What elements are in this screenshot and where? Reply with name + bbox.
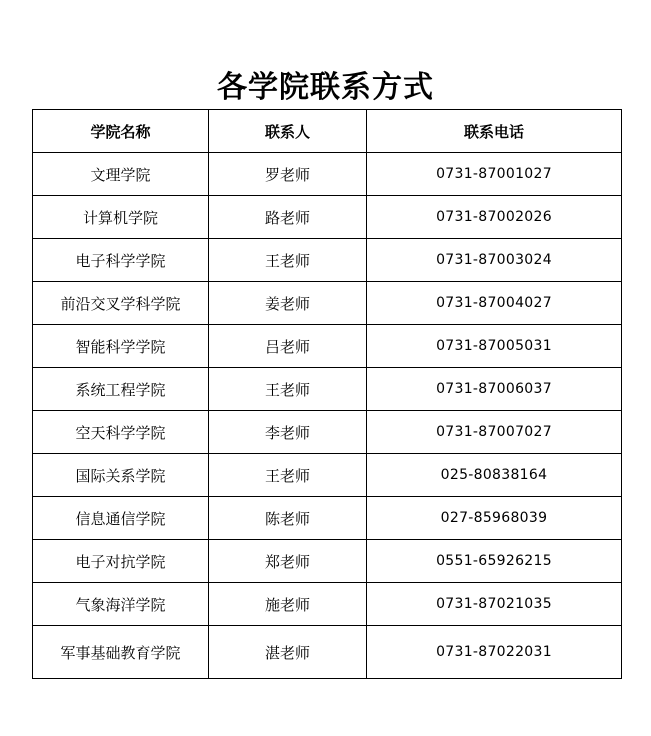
table-row xyxy=(33,153,622,196)
contact-person-cell: 吕老师 xyxy=(209,325,367,368)
college-name-cell: 电子对抗学院 xyxy=(33,540,209,583)
college-name-cell: 系统工程学院 xyxy=(33,368,209,411)
contact-phone-cell: 0731-87002026 xyxy=(367,196,622,239)
contact-phone-cell: 027-85968039 xyxy=(367,497,622,540)
table-row xyxy=(33,626,622,679)
contact-phone-cell: 0731-87007027 xyxy=(367,411,622,454)
contact-phone-cell: 0731-87001027 xyxy=(367,153,622,196)
contact-person-cell: 湛老师 xyxy=(209,626,367,679)
contact-person-cell: 郑老师 xyxy=(209,540,367,583)
contact-person-cell: 陈老师 xyxy=(209,497,367,540)
table-row xyxy=(33,196,622,239)
contact-phone-cell: 0731-87022031 xyxy=(367,626,622,679)
table-row xyxy=(33,282,622,325)
header-college-name: 学院名称 xyxy=(33,110,209,153)
table-row xyxy=(33,325,622,368)
contact-phone-cell: 0731-87003024 xyxy=(367,239,622,282)
college-name-cell: 文理学院 xyxy=(33,153,209,196)
college-name-cell: 国际关系学院 xyxy=(33,454,209,497)
college-name-cell: 前沿交叉学科学院 xyxy=(33,282,209,325)
contact-phone-cell: 025-80838164 xyxy=(367,454,622,497)
contact-phone-cell: 0731-87005031 xyxy=(367,325,622,368)
college-name-cell: 气象海洋学院 xyxy=(33,583,209,626)
table-row xyxy=(33,583,622,626)
contact-person-cell: 路老师 xyxy=(209,196,367,239)
contact-person-cell: 姜老师 xyxy=(209,282,367,325)
contact-phone-cell: 0731-87006037 xyxy=(367,368,622,411)
header-contact-person: 联系人 xyxy=(209,110,367,153)
table-row xyxy=(33,497,622,540)
header-contact-phone: 联系电话 xyxy=(367,110,622,153)
contact-person-cell: 王老师 xyxy=(209,368,367,411)
contacts-table xyxy=(32,109,622,679)
college-name-cell: 计算机学院 xyxy=(33,196,209,239)
contact-phone-cell: 0551-65926215 xyxy=(367,540,622,583)
contact-person-cell: 施老师 xyxy=(209,583,367,626)
page-title: 各学院联系方式 xyxy=(217,70,434,105)
table-row xyxy=(33,454,622,497)
college-name-cell: 空天科学学院 xyxy=(33,411,209,454)
contact-person-cell: 李老师 xyxy=(209,411,367,454)
table-row xyxy=(33,368,622,411)
college-name-cell: 电子科学学院 xyxy=(33,239,209,282)
contact-phone-cell: 0731-87004027 xyxy=(367,282,622,325)
contact-person-cell: 王老师 xyxy=(209,239,367,282)
college-name-cell: 军事基础教育学院 xyxy=(33,626,209,679)
table-row xyxy=(33,540,622,583)
contact-person-cell: 罗老师 xyxy=(209,153,367,196)
table-row xyxy=(33,239,622,282)
college-name-cell: 智能科学学院 xyxy=(33,325,209,368)
table-header-row xyxy=(33,110,622,153)
contact-phone-cell: 0731-87021035 xyxy=(367,583,622,626)
college-name-cell: 信息通信学院 xyxy=(33,497,209,540)
contact-person-cell: 王老师 xyxy=(209,454,367,497)
table-row xyxy=(33,411,622,454)
